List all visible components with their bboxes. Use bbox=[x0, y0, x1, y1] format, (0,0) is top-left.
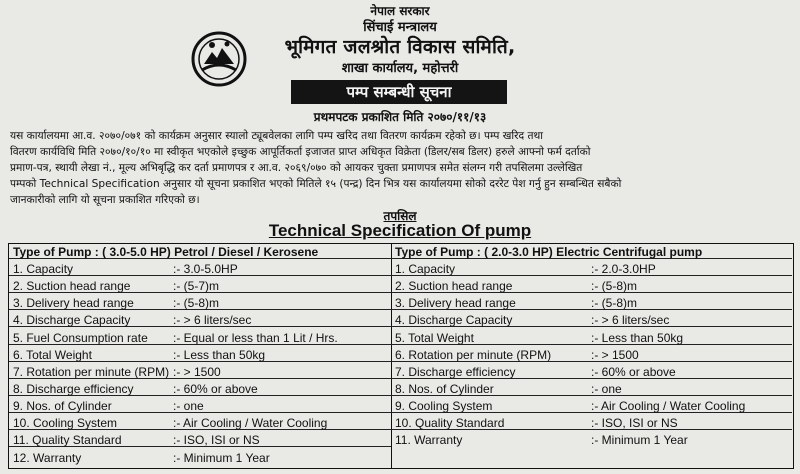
spec-label: 4. Discharge Capacity bbox=[13, 313, 131, 327]
table-row bbox=[9, 432, 391, 447]
spec-table bbox=[8, 243, 794, 469]
spec-label: 2. Suction head range bbox=[13, 279, 131, 293]
spec-label: 4. Discharge Capacity bbox=[395, 313, 513, 327]
column-heading: Type of Pump : ( 3.0-5.0 HP) Petrol / Diesel / Kerosene bbox=[13, 245, 319, 259]
table-row bbox=[9, 295, 391, 310]
table-row bbox=[391, 381, 792, 396]
spec-value: :- Minimum 1 Year bbox=[591, 433, 688, 447]
table-row bbox=[9, 364, 391, 379]
paragraph-line: जानकारीको लागि यो सूचना प्रकाशित गरिएको छ। bbox=[10, 194, 200, 206]
spec-label: 5. Total Weight bbox=[395, 331, 474, 345]
spec-value: :- > 1500 bbox=[173, 365, 221, 379]
tapsil-heading: तपसिल bbox=[383, 209, 417, 223]
table-row bbox=[391, 347, 792, 362]
table-row bbox=[391, 330, 792, 345]
table-row bbox=[391, 295, 792, 310]
paragraph-line: वितरण कार्यविधि मिति २०७०/१०/१० मा स्वीकृत भएकोले इच्छुक आपूर्तिकर्ता इजाजत प्राप्त अधिकृत विक्रेता (डिलर/सब डिलर) हरुले आफ्नो फर्म दर्ताको bbox=[10, 146, 591, 158]
paragraph-line: पम्पको Technical Specification अनुसार यो सूचना प्रकाशित भएको मितिले १५ (पन्द्र) दिन भित्र यस कार्यालयमा सोको दररेट पेश गर्नु हुन सम्बन्धित सबैको bbox=[10, 178, 622, 190]
table-row bbox=[9, 330, 391, 345]
notice-title: पम्प सम्बन्धी सूचना bbox=[291, 80, 507, 104]
column-heading: Type of Pump : ( 2.0-3.0 HP) Electric Centrifugal pump bbox=[395, 245, 703, 259]
table-row bbox=[391, 312, 792, 327]
government-name: नेपाल सरकार bbox=[370, 4, 430, 18]
paragraph-line: प्रमाण-पत्र, स्थायी लेखा नं., मूल्य अभिबृद्धि कर दर्ता प्रमाणपत्र र आ.व. २०६९/०७० को आयकर चुक्ता प्रमाणपत्र समेत संलग्न गरी तपसिलमा उल्लेखित bbox=[10, 162, 583, 174]
spec-label: 8. Discharge efficiency bbox=[13, 382, 134, 396]
paragraph-line: यस कार्यालयमा आ.व. २०७०/०७१ को कार्यक्रम अनुसार स्यालो ट्यूबवेलका लागि पम्प खरिद तथा वितरण कार्यक्रम रहेको छ। पम्प खरिद तथा bbox=[10, 130, 544, 142]
spec-value: :- (5-8)m bbox=[591, 279, 637, 293]
table-row bbox=[9, 450, 391, 465]
table-row bbox=[391, 398, 792, 413]
spec-value: :- (5-7)m bbox=[173, 279, 219, 293]
spec-label: 6. Rotation per minute (RPM) bbox=[395, 348, 552, 362]
table-row bbox=[391, 432, 792, 447]
spec-value: :- 60% or above bbox=[173, 382, 258, 396]
table-row bbox=[9, 278, 391, 293]
spec-value: :- (5-8)m bbox=[591, 296, 637, 310]
table-row bbox=[391, 415, 792, 430]
spec-label: 12. Warranty bbox=[13, 451, 82, 465]
spec-value: :- Less than 50kg bbox=[173, 348, 266, 362]
spec-value: :- 2.0-3.0HP bbox=[591, 262, 656, 276]
spec-label: 2. Suction head range bbox=[395, 279, 513, 293]
electric-pump-column bbox=[391, 244, 792, 468]
table-row bbox=[391, 261, 792, 276]
spec-value: :- ISO, ISI or NS bbox=[173, 433, 260, 447]
table-header bbox=[9, 244, 391, 259]
spec-value: :- one bbox=[591, 382, 622, 396]
table-header bbox=[391, 244, 792, 259]
notice-paragraph bbox=[10, 128, 790, 208]
spec-value: :- ISO, ISI or NS bbox=[591, 416, 678, 430]
spec-label: 5. Fuel Consumption rate bbox=[13, 331, 148, 345]
spec-label: 10. Cooling System bbox=[13, 416, 118, 430]
spec-value: :- (5-8)m bbox=[173, 296, 219, 310]
spec-label: 9. Nos. of Cylinder bbox=[13, 399, 112, 413]
table-row bbox=[9, 415, 391, 430]
spec-value: :- > 6 liters/sec bbox=[173, 313, 252, 327]
spec-title: Technical Specification Of pump bbox=[268, 221, 532, 240]
spec-value: :- one bbox=[173, 399, 204, 413]
spec-label: 8. Nos. of Cylinder bbox=[395, 382, 494, 396]
spec-value: :- Less than 50kg bbox=[591, 331, 684, 345]
spec-label: 3. Delivery head range bbox=[13, 296, 134, 310]
spec-label: 3. Delivery head range bbox=[395, 296, 516, 310]
spec-value: :- 60% or above bbox=[591, 365, 676, 379]
spec-label: 6. Total Weight bbox=[13, 348, 92, 362]
petrol-pump-column bbox=[9, 244, 392, 468]
spec-label: 9. Cooling System bbox=[395, 399, 493, 413]
table-row bbox=[391, 278, 792, 293]
spec-label: 7. Rotation per minute (RPM) bbox=[13, 365, 170, 379]
spec-label: 11. Warranty bbox=[395, 433, 463, 447]
spec-label: 1. Capacity bbox=[395, 262, 456, 276]
table-row bbox=[391, 364, 792, 379]
spec-value: :- > 6 liters/sec bbox=[591, 313, 670, 327]
table-row bbox=[9, 312, 391, 327]
spec-label: 11. Quality Standard bbox=[13, 433, 122, 447]
spec-label: 1. Capacity bbox=[13, 262, 74, 276]
publish-date: प्रथमपटक प्रकाशित मिति २०७०/११/१३ bbox=[313, 110, 487, 124]
spec-value: :- Air Cooling / Water Cooling bbox=[591, 399, 746, 413]
table-row bbox=[9, 261, 391, 276]
spec-value: :- 3.0-5.0HP bbox=[173, 262, 238, 276]
spec-label: 7. Discharge efficiency bbox=[395, 365, 516, 379]
table-row bbox=[9, 398, 391, 413]
spec-value: :- > 1500 bbox=[591, 348, 639, 362]
spec-label: 10. Quality Standard bbox=[395, 416, 505, 430]
office-name: शाखा कार्यालय, महोत्तरी bbox=[341, 61, 459, 76]
table-row bbox=[9, 347, 391, 362]
spec-value: :- Air Cooling / Water Cooling bbox=[173, 416, 328, 430]
table-row bbox=[9, 381, 391, 396]
committee-name: भूमिगत जलश्रोत विकास समिति, bbox=[284, 36, 516, 58]
ministry-name: सिंचाई मन्त्रालय bbox=[363, 20, 437, 35]
spec-value: :- Equal or less than 1 Lit / Hrs. bbox=[173, 331, 338, 345]
spec-value: :- Minimum 1 Year bbox=[173, 451, 270, 465]
